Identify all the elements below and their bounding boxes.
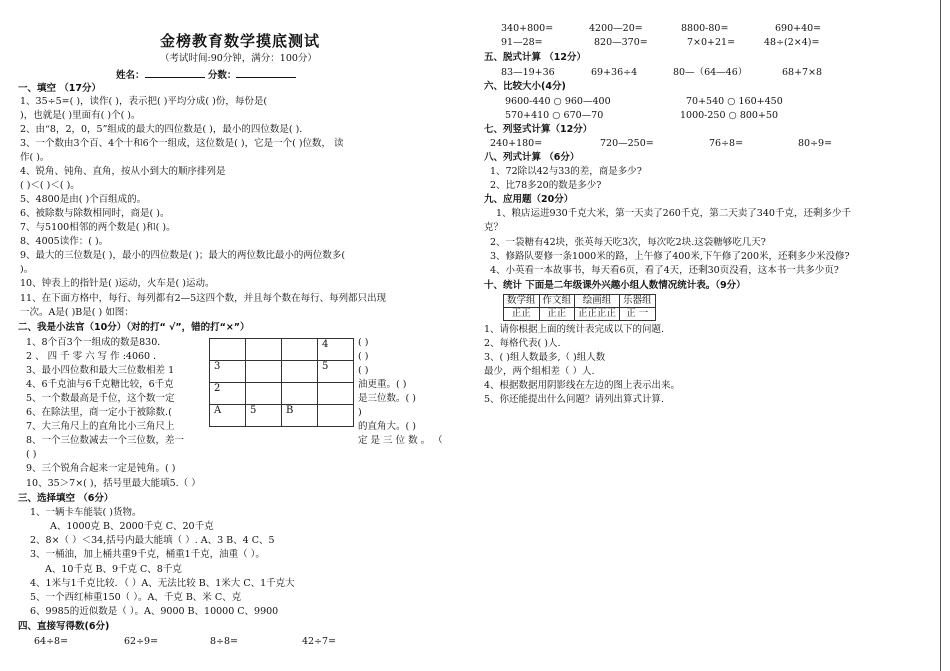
section-10-heading: 十、统计 下面是二年级课外兴趣小组人数情况统计表。（9分）: [484, 280, 746, 291]
section-5-heading: 五、脱式计算 （12分）: [484, 52, 587, 63]
s2-line: 5、一个数最高是千位，这个数一定: [26, 393, 175, 404]
s9-line: 4、小英看一本故事书，每天看6页，看了4天，还剩30页没看，这本书一共多少页?: [490, 265, 839, 276]
calc-item: 7×0+21=: [687, 37, 736, 48]
calc-item: 83—19+36: [501, 67, 555, 78]
s10-line: 4、根据数据用阴影线在左边的图上表示出来。: [484, 380, 681, 391]
s1-line: 5、4800是由( )个百组成的。: [20, 194, 147, 205]
s8-line: 1、72除以42与33的差，商是多少?: [490, 166, 642, 177]
calc-item: 4200—20=: [589, 23, 643, 34]
stat-tally: 正正正正: [575, 308, 620, 321]
stat-table: [503, 294, 656, 321]
s9-line: 克？: [484, 222, 504, 233]
s1-line: 3、一个数由3个百、4个十和6个一组成，这位数是( )，它是一个( )位数， 读: [20, 138, 344, 149]
score-blank[interactable]: [236, 68, 296, 78]
grid-cell: [282, 339, 318, 361]
grid-cell: [246, 339, 282, 361]
compare-item: 9600-440 ○ 960—400: [505, 96, 611, 107]
stat-header: 乐器组: [620, 295, 656, 308]
stat-header: 数学组: [504, 295, 540, 308]
section-8-heading: 八、列式计算 （6分）: [484, 152, 580, 163]
s2-right-line: ( ): [358, 351, 369, 362]
calc-item: 64÷8=: [34, 636, 69, 647]
grid-cell: [282, 361, 318, 383]
grid-cell: [210, 339, 246, 361]
calc-item: 42÷7=: [302, 636, 337, 647]
calc-item: 48÷(2×4)=: [764, 37, 820, 48]
calc-item: 69+36÷4: [591, 67, 638, 78]
s1-line: 8、4005读作：( )。: [20, 236, 109, 247]
s1-line: 2、由“8，2，0，5”组成的最大的四位数是( )，最小的四位数是( ).: [20, 124, 303, 135]
grid-cell: [318, 405, 354, 427]
s3-line: A、10千克 B、9千克 C、8千克: [45, 564, 182, 575]
s2-line: 4、6千克油与6千克糖比较，6千克: [26, 379, 174, 390]
s2-right-line: ( ): [358, 365, 369, 376]
section-3-heading: 三、选择填空 （6分）: [18, 493, 114, 504]
number-grid: [209, 338, 354, 427]
calc-item: 240+180=: [490, 138, 543, 149]
s2-line: ( ): [26, 449, 37, 460]
s2-line: 8、一个三位数减去一个三位数，差一: [26, 435, 185, 446]
grid-cell: 2: [210, 383, 246, 405]
s10-line: 1、请你根据上面的统计表完成以下的问题.: [484, 324, 665, 335]
s9-line: 1、粮店运进930千克大米，第一天卖了260千克，第二天卖了340千克，还剩多少千: [496, 208, 851, 219]
calc-item: 80—（64—46）: [673, 67, 748, 78]
section-6-heading: 六、比较大小(4分): [484, 81, 566, 92]
section-4-heading: 四、直接写得数(6分): [18, 621, 110, 632]
calc-item: 340+800=: [501, 23, 554, 34]
s1-line: 11、在下面方格中，每行、每列都有2—5这四个数，并且每个数在每行、每列都只出现: [20, 293, 387, 304]
stat-tally: 正 一: [620, 308, 656, 321]
s9-line: 3、修路队要修一条1000米的路，上午修了400米,下午修了200米，还剩多少米没修?: [490, 251, 850, 262]
grid-cell: A: [210, 405, 246, 427]
exam-info: （考试时间:90分钟，满分：100分）: [160, 53, 317, 64]
s2-right-line: ): [358, 407, 362, 418]
grid-cell: 5: [318, 361, 354, 383]
s2-line: 6、在除法里，商一定小于被除数.(: [26, 407, 172, 418]
page-title: 金榜教育数学摸底测试: [160, 32, 321, 50]
s3-line: 2、8×（ ）＜34,括号内最大能填（ ）. A、3 B、4 C、5: [30, 535, 275, 546]
s1-line: )。: [20, 264, 34, 275]
compare-item: 70+540 ○ 160+450: [686, 96, 783, 107]
s2-right-line: 油更重。( ): [358, 379, 407, 390]
s3-line: 3、一桶油，加上桶共重9千克，桶重1千克，油重（ ）。: [30, 549, 265, 560]
s8-line: 2、比78多20的数是多少?: [490, 180, 602, 191]
s1-line: 1、35÷5=( )，读作( )，表示把( )平均分成( )份，每份是(: [20, 96, 268, 107]
grid-cell: 3: [210, 361, 246, 383]
s10-line: 最少，两个组相差（ ）人.: [484, 366, 595, 377]
calc-item: 820—370=: [594, 37, 648, 48]
calc-item: 8÷8=: [210, 636, 239, 647]
grid-cell: B: [282, 405, 318, 427]
calc-item: 68+7×8: [782, 67, 823, 78]
calc-item: 80÷9=: [798, 138, 833, 149]
calc-item: 91—28=: [501, 37, 543, 48]
section-9-heading: 九、应用题（20分）: [484, 194, 574, 205]
grid-cell: 5: [246, 405, 282, 427]
grid-cell: [282, 383, 318, 405]
section-1-heading: 一、填空 （17分）: [18, 83, 102, 94]
calc-item: 8800-80=: [681, 23, 729, 34]
calc-item: 720—250=: [600, 138, 654, 149]
name-row: [116, 68, 296, 81]
section-2-heading: 二、我是小法官（10分）（对的打“ √”，错的打“×”）: [18, 322, 250, 333]
stat-header: 作文组: [539, 295, 575, 308]
s1-line: 7、与5100相邻的两个数是( )和( )。: [20, 222, 176, 233]
s9-line: 2、一袋糖有42块，张英每天吃3次，每次吃2块.这袋糖够吃几天?: [490, 237, 766, 248]
s3-line: 5、一个西红柿重150（ ）。A、千克 B、米 C、克: [30, 592, 242, 603]
stat-tally: 正正: [504, 308, 540, 321]
s2-line: 3、最小四位数和最大三位数相差 1: [26, 365, 175, 376]
stat-header: 绘画组: [575, 295, 620, 308]
s10-line: 3、( )组人数最多,（ )组人数: [484, 352, 606, 363]
grid-cell: [246, 383, 282, 405]
calc-item: 62÷9=: [124, 636, 159, 647]
grid-cell: [246, 361, 282, 383]
s1-line: )，也就是( )里面有( )个( )。: [20, 110, 141, 121]
name-blank[interactable]: [145, 68, 205, 78]
section-7-heading: 七、列竖式计算（12分）: [484, 124, 593, 135]
s1-line: 9、最大的三位数是( )，最小的四位数是( )；最大的两位数比最小的两位数多(: [20, 250, 346, 261]
page-edge-divider: [940, 0, 941, 671]
s2-line: 9、三个锐角合起来一定是钝角。( ): [26, 463, 176, 474]
stat-tally: 正正: [539, 308, 575, 321]
calc-item: 690+40=: [775, 23, 822, 34]
s1-line: 10、钟表上的指针是( )运动，火车是( )运动。: [20, 278, 215, 289]
s3-line: 6、9985的近似数是（ ）。A、9000 B、10000 C、9900: [30, 606, 279, 617]
s1-line: 4、锐角、钝角、直角，按从小到大的顺序排列是: [20, 166, 226, 177]
s2-line: 10、35＞7×( )，括号里最大能填5.（ ）: [26, 478, 201, 489]
s10-line: 5、你还能提出什么问题？请列出算式计算.: [484, 394, 665, 405]
score-label: 分数：: [207, 70, 237, 81]
name-label: 姓名：: [116, 70, 145, 81]
s2-right-line: 定 是 三 位 数 。 （: [358, 435, 443, 446]
s3-line: 1、一辆卡车能装( )货物。: [30, 507, 142, 518]
s2-right-line: ( ): [358, 337, 369, 348]
s1-line: 一次。A是( )B是( ) 如图：: [20, 307, 134, 318]
s10-line: 2、每格代表( )人.: [484, 338, 561, 349]
grid-cell: [318, 383, 354, 405]
s2-right-line: 的直角大。( ): [358, 421, 416, 432]
compare-item: 570+410 ○ 670—70: [505, 110, 604, 121]
s2-line: 2 、 四 千 零 六 写 作 :4060 ．: [26, 351, 163, 362]
s2-right-line: 是三位数。( ): [358, 393, 416, 404]
calc-item: 76÷8=: [709, 138, 744, 149]
s2-line: 1、8个百3个一组成的数是830．: [26, 337, 167, 348]
grid-cell: 4: [318, 339, 354, 361]
s1-line: 6、被除数与除数相同时，商是( )。: [20, 208, 170, 219]
compare-item: 1000-250 ○ 800+50: [680, 110, 779, 121]
s3-line: 4、1米与1千克比较．（ ）A、无法比较 B、1米大 C、1千克大: [30, 578, 295, 589]
s1-line: ( )＜( )＜( )。: [20, 180, 80, 191]
s2-line: 7、大三角尺上的直角比小三角尺上: [26, 421, 175, 432]
s1-line: 作( )。: [20, 152, 50, 163]
s3-line: A、1000克 B、2000千克 C、20千克: [50, 521, 214, 532]
